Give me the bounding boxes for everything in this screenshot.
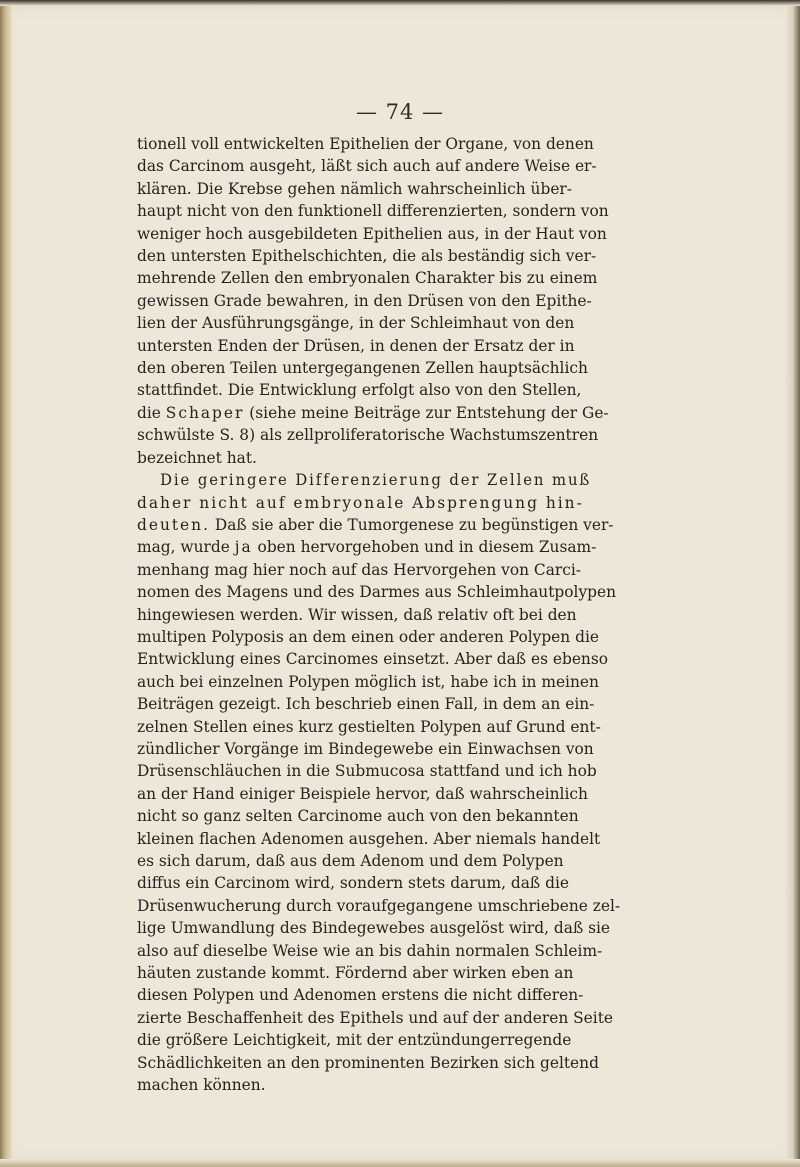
text-line	[137, 559, 757, 581]
text-span: auch bei einzelnen Polypen möglich ist, habe ich in meinen	[137, 672, 599, 691]
text-span: klären. Die Krebse gehen nämlich wahrscheinlich über-	[137, 179, 572, 198]
text-line	[137, 357, 757, 379]
text-line	[137, 626, 757, 648]
text-line	[137, 290, 757, 312]
text-line	[137, 1052, 757, 1074]
spaced-emphasis: Schaper	[165, 403, 245, 422]
text-span: gewissen Grade bewahren, in den Drüsen von den Epithe-	[137, 291, 592, 310]
text-line	[137, 872, 757, 894]
text-line	[137, 200, 757, 222]
text-line	[137, 850, 757, 872]
text-span: den untersten Epithelschichten, die als beständig sich ver-	[137, 247, 597, 266]
text-span: haupt nicht von den funktionell differenzierten, sondern von	[137, 202, 609, 221]
spaced-emphasis: daher nicht auf embryonale Absprengung hin-	[137, 493, 584, 512]
spaced-emphasis: ja	[234, 538, 253, 557]
text-line	[137, 447, 757, 469]
body-text	[137, 133, 757, 1096]
text-span: diffus ein Carcinom wird, sondern stets darum, daß die	[137, 874, 569, 893]
text-line	[137, 178, 757, 200]
text-span: kleinen flachen Adenomen ausgehen. Aber niemals handelt	[137, 829, 601, 848]
text-span: das Carcinom ausgeht, läßt sich auch auf andere Weise er-	[137, 157, 597, 176]
text-line	[137, 940, 757, 962]
text-span: (siehe meine Beiträge zur Entstehung der Ge-	[244, 403, 609, 422]
text-span: es sich darum, daß aus dem Adenom und dem Polypen	[137, 852, 564, 870]
text-span: untersten Enden der Drüsen, in denen der Ersatz der in	[137, 336, 575, 355]
text-line	[137, 671, 757, 693]
text-span: oben hervorgehoben und in diesem Zusam-	[252, 538, 597, 557]
text-span: an der Hand einiger Beispiele hervor, daß wahrscheinlich	[137, 784, 588, 803]
text-line	[137, 1074, 757, 1096]
text-line	[137, 536, 757, 558]
text-line	[137, 1029, 757, 1051]
text-span: tionell voll entwickelten Epithelien der Organe, von denen	[137, 135, 594, 153]
text-line	[137, 223, 757, 245]
text-span: Entwicklung eines Carcinomes einsetzt. Aber daß es ebenso	[137, 650, 609, 669]
text-span: die größere Leichtigkeit, mit der entzündungerregende	[137, 1031, 572, 1050]
text-line	[137, 783, 757, 805]
text-line	[137, 604, 757, 626]
text-span: diesen Polypen und Adenomen erstens die nicht differen-	[137, 986, 584, 1005]
text-line	[137, 514, 757, 536]
text-line	[137, 402, 757, 424]
text-span: nomen des Magens und des Darmes aus Schleimhautpolypen	[137, 583, 617, 602]
text-line	[137, 716, 757, 738]
text-span: den oberen Teilen untergegangenen Zellen hauptsächlich	[137, 359, 588, 378]
text-span: hingewiesen werden. Wir wissen, daß relativ oft bei den	[137, 605, 577, 624]
page-edge-bottom	[0, 1159, 800, 1167]
text-span: stattfindet. Die Entwicklung erfolgt also von den Stellen,	[137, 381, 582, 400]
text-span: zündlicher Vorgänge im Bindegewebe ein Einwachsen von	[137, 739, 594, 758]
text-line	[137, 1007, 757, 1029]
text-span: Schädlichkeiten an den prominenten Bezirken sich geltend	[137, 1053, 599, 1072]
text-span: also auf dieselbe Weise wie an bis dahin normalen Schleim-	[137, 941, 603, 960]
text-line	[137, 738, 757, 760]
text-line	[137, 895, 757, 917]
text-line	[137, 984, 757, 1006]
text-line	[137, 312, 757, 334]
text-span: zierte Beschaffenheit des Epithels und auf der anderen Seite	[137, 1008, 613, 1027]
text-span: menhang mag hier noch auf das Hervorgehen von Carci-	[137, 560, 581, 579]
text-line	[137, 267, 757, 289]
page-edge-right	[784, 0, 800, 1167]
page-edge-top	[0, 0, 800, 6]
text-span: häuten zustande kommt. Fördernd aber wirken eben an	[137, 964, 574, 983]
text-line	[137, 469, 733, 491]
text-span: die	[137, 403, 166, 422]
text-span: bezeichnet hat.	[137, 448, 257, 467]
page-edge-left	[0, 0, 12, 1167]
text-line	[137, 492, 757, 514]
text-line	[137, 335, 757, 357]
text-line	[137, 962, 757, 984]
text-span: mag, wurde	[137, 538, 235, 557]
text-span: Drüsenwucherung durch voraufgegangene umschriebene zel-	[137, 896, 621, 915]
text-line	[137, 917, 757, 939]
text-span: mehrende Zellen den embryonalen Charakter bis zu einem	[137, 269, 598, 288]
text-line	[137, 805, 757, 827]
text-line	[137, 693, 757, 715]
text-span: machen können.	[137, 1076, 266, 1095]
text-line	[137, 133, 757, 155]
text-span: Daß sie aber die Tumorgenese zu begünstigen ver-	[209, 515, 614, 534]
spaced-emphasis: deuten.	[137, 515, 210, 534]
text-span: lien der Ausführungsgänge, in der Schleimhaut von den	[137, 314, 575, 333]
text-span: nicht so ganz selten Carcinome auch von den bekannten	[137, 807, 579, 826]
page-number: — 74 —	[355, 100, 445, 124]
text-line	[137, 581, 757, 603]
text-span: lige Umwandlung des Bindegewebes ausgelöst wird, daß sie	[137, 919, 611, 938]
text-span: Beiträgen gezeigt. Ich beschrieb einen Fall, in dem an ein-	[137, 695, 595, 714]
text-line	[137, 760, 757, 782]
text-line	[137, 828, 757, 850]
text-span: schwülste S. 8) als zellproliferatorische Wachstumszentren	[137, 426, 599, 445]
text-line	[137, 155, 757, 177]
text-span: zelnen Stellen eines kurz gestielten Polypen auf Grund ent-	[137, 717, 601, 736]
text-span: Drüsenschläuchen in die Submucosa stattfand und ich hob	[137, 762, 597, 781]
text-span: weniger hoch ausgebildeten Epithelien aus, in der Haut von	[137, 224, 607, 243]
text-line	[137, 424, 757, 446]
text-line	[137, 379, 757, 401]
text-span: multipen Polyposis an dem einen oder anderen Polypen die	[137, 627, 599, 646]
text-line	[137, 245, 757, 267]
spaced-emphasis: Die geringere Differenzierung der Zellen muß	[160, 471, 592, 490]
text-line	[137, 648, 757, 670]
